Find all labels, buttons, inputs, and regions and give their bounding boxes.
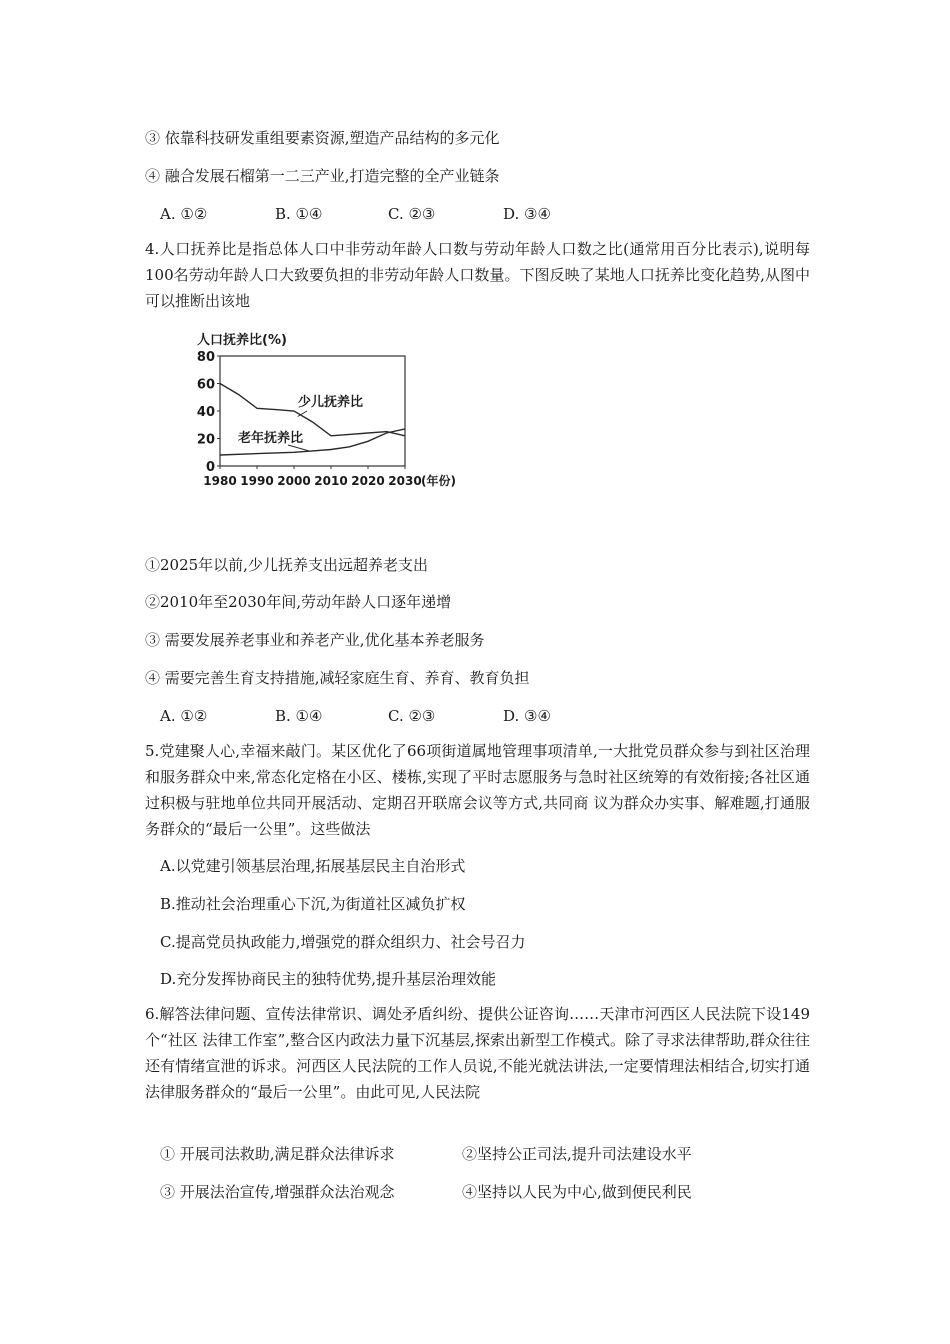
x-tick-label: 2010 <box>314 474 348 488</box>
q6-item-4: ④坚持以人民为中心,做到便民利民 <box>462 1183 692 1201</box>
q3-option-b[interactable]: B. ①④ <box>275 205 323 223</box>
q4-option-a[interactable]: A. ①② <box>160 707 208 725</box>
q4-item-3: ③ 需要发展养老事业和养老产业,优化基本养老服务 <box>145 631 485 649</box>
q4-option-d[interactable]: D. ③④ <box>503 707 551 725</box>
y-tick-label: 40 <box>196 405 215 420</box>
q5-option-a[interactable]: A.以党建引领基层治理,拓展基层民主自治形式 <box>160 857 466 875</box>
q6-item-1: ① 开展司法救助,满足群众法律诉求 <box>160 1145 395 1163</box>
x-tick-label: 1990 <box>240 474 274 488</box>
x-tick-label: 2030 <box>388 474 422 488</box>
q5-stem: 5.党建聚人心,幸福来敲门。某区优化了66项街道属地管理事项清单,一大批党员群众参与到社区治理和服务群众中来,常态化定格在小区、楼栋,实现了平时志愿服务与急时社区统筹的有效衔接;各社区通过积极与驻地单位共同开展活动、定期召开联席会议等方式,共同商 议为群众办实事、解难题,打通服务群众的“最后一公里”。这些做法 <box>145 742 810 838</box>
q6-stem: 6.解答法律问题、宣传法律常识、调处矛盾纠纷、提供公证咨询……天津市河西区人民法院下设149个“社区 法律工作室”,整合区内政法力量下沉基层,探索出新型工作模式。除了寻求法律帮助,群众往往还有情绪宣泄的诉求。河西区人民法院的工作人员说,不能光就法讲法,一定要情理法相结合,切实打通法律服务群众的“最后一公里”。由此可见,人民法院 <box>145 1005 810 1101</box>
chart-plot-frame <box>220 356 405 466</box>
series-label-children: 少儿抚养比 <box>298 395 364 410</box>
series-label-elderly: 老年抚养比 <box>238 431 304 446</box>
q3-option-a[interactable]: A. ①② <box>160 205 208 223</box>
chart-title: 人口抚养比(%) <box>197 333 287 348</box>
y-tick-label: 60 <box>196 377 215 393</box>
q5-option-c[interactable]: C.提高党员执政能力,增强党的群众组织力、社会号召力 <box>160 933 526 951</box>
q3-item-3: ③ 依靠科技研发重组要素资源,塑造产品结构的多元化 <box>145 129 500 147</box>
q5-option-d[interactable]: D.充分发挥协商民主的独特优势,提升基层治理效能 <box>160 970 497 988</box>
q4-item-4: ④ 需要完善生育支持措施,减轻家庭生育、养育、教育负担 <box>145 669 530 687</box>
chart-x-unit: (年份) <box>421 474 456 488</box>
y-tick-label: 20 <box>196 432 215 448</box>
q4-option-c[interactable]: C. ②③ <box>388 707 436 725</box>
q6-item-3: ③ 开展法治宣传,增强群众法治观念 <box>160 1183 395 1201</box>
q5-option-b[interactable]: B.推动社会治理重心下沉,为街道社区减负扩权 <box>160 895 466 913</box>
q3-item-4: ④ 融合发展石榴第一二三产业,打造完整的全产业链条 <box>145 167 500 185</box>
q4-stem: 4.人口抚养比是指总体人口中非劳动年龄人口数与劳动年龄人口数之比(通常用百分比表示),说明每100名劳动年龄人口大致要负担的非劳动年龄人口数量。下图反映了某地人口抚养比变化趋势,从图中可以推断出该地 <box>145 240 810 310</box>
q4-item-1: ①2025年以前,少儿抚养支出远超养老支出 <box>145 556 428 574</box>
q6-item-2: ②坚持公正司法,提升司法建设水平 <box>462 1145 692 1163</box>
dependency-ratio-chart <box>195 325 475 495</box>
x-tick-label: 1980 <box>203 474 237 488</box>
y-tick-label: 80 <box>196 350 215 365</box>
q4-option-b[interactable]: B. ①④ <box>275 707 323 725</box>
q3-option-c[interactable]: C. ②③ <box>388 205 436 223</box>
x-tick-label: 2020 <box>351 474 385 488</box>
x-tick-label: 2000 <box>277 474 311 488</box>
q4-item-2: ②2010年至2030年间,劳动年龄人口逐年递增 <box>145 593 452 611</box>
y-tick-label: 0 <box>205 460 215 475</box>
q3-option-d[interactable]: D. ③④ <box>503 205 551 223</box>
